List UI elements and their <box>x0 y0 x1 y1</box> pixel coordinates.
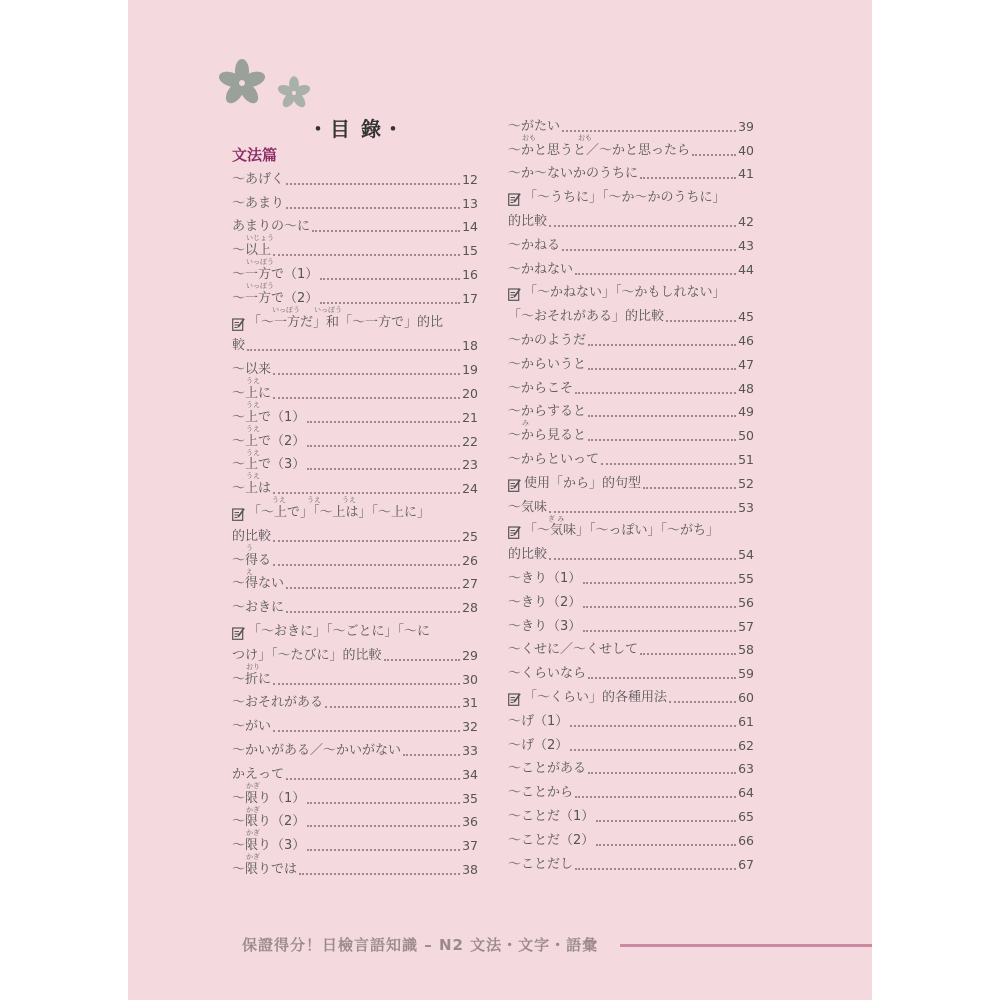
toc-compare-heading[interactable] <box>508 516 754 540</box>
toc-page-number: 29 <box>462 647 478 663</box>
dot-leader <box>666 319 736 322</box>
toc-page-number: 67 <box>738 856 754 872</box>
toc-page-number: 12 <box>462 171 478 187</box>
toc-entry-title: ～ことがある <box>508 761 587 777</box>
toc-entry[interactable] <box>508 706 754 730</box>
toc-compare-heading[interactable] <box>232 616 478 640</box>
toc-entry-title: 使用「から」的句型 <box>524 475 642 491</box>
toc-entry[interactable] <box>508 373 754 397</box>
toc-entry[interactable] <box>508 682 754 706</box>
toc-entry-title: 「～かねない」「～かもしれない」 <box>524 285 726 301</box>
toc-page-number: 30 <box>462 671 478 687</box>
book-footer: 保證得分！日檢言語知識 – N2 文法・文字・語彙 <box>242 936 599 954</box>
memo-pencil-icon <box>508 478 521 492</box>
dot-leader <box>384 658 461 661</box>
toc-entry[interactable] <box>508 611 754 635</box>
toc-entry-title: ～限りでは <box>232 861 298 877</box>
toc-entry-title: ～あまり <box>232 195 285 211</box>
dot-leader <box>601 462 736 465</box>
dot-leader <box>575 391 736 394</box>
toc-entry-title: ～げ（1） <box>508 713 569 729</box>
toc-compare-heading[interactable] <box>232 497 478 521</box>
toc-entry-title: ～ことだし <box>508 856 574 872</box>
memo-pencil-icon <box>232 317 245 331</box>
toc-page-number: 45 <box>738 309 754 325</box>
toc-page-number: 21 <box>462 409 478 425</box>
memo-pencil-icon <box>508 525 521 539</box>
toc-entry[interactable] <box>508 539 754 563</box>
toc-title: ・目 錄・ <box>308 117 405 141</box>
dot-leader <box>273 539 460 542</box>
toc-entry-title: ～かと思うと／～かと思ったら <box>508 142 691 158</box>
toc-entry-title: ～ことだ（2） <box>508 832 595 848</box>
toc-entry-title: 「～上で」「～上は」「～上に」 <box>248 504 431 520</box>
toc-entry-title: かえって <box>232 766 285 782</box>
toc-page-number: 51 <box>738 451 754 467</box>
toc-entry[interactable] <box>232 521 478 545</box>
dot-leader <box>273 491 460 494</box>
toc-entry[interactable] <box>232 450 478 474</box>
toc-page-number: 41 <box>738 166 754 182</box>
toc-page-number: 26 <box>462 552 478 568</box>
toc-entry-title: ～限り（1） <box>232 790 306 806</box>
toc-entry-title: ～以上 <box>232 243 272 259</box>
dot-leader <box>273 729 460 732</box>
dot-leader <box>325 705 460 708</box>
toc-entry-title: ～上で（3） <box>232 457 306 473</box>
dot-leader <box>286 610 460 613</box>
toc-entry-title: ～か～ないかのうちに <box>508 166 639 182</box>
toc-entry-title: ～がい <box>232 719 272 735</box>
toc-entry[interactable] <box>508 777 754 801</box>
toc-entry-title: ～上は <box>232 481 272 497</box>
toc-entry-title: ～くせに／～くせして <box>508 642 639 658</box>
dot-leader <box>273 396 460 399</box>
toc-page-number: 55 <box>738 570 754 586</box>
footer-divider <box>620 944 872 947</box>
toc-page-number: 15 <box>462 243 478 259</box>
toc-page-number: 47 <box>738 356 754 372</box>
dot-leader <box>307 848 460 851</box>
toc-entry-title: ～おそれがある <box>232 695 324 711</box>
toc-page-number: 20 <box>462 385 478 401</box>
dot-leader <box>286 206 460 209</box>
toc-entry[interactable] <box>232 235 478 259</box>
toc-entry-title: ～上で（2） <box>232 433 306 449</box>
toc-entry[interactable] <box>508 730 754 754</box>
toc-page-number: 43 <box>738 237 754 253</box>
dot-leader <box>307 467 460 470</box>
toc-entry[interactable] <box>508 658 754 682</box>
toc-entry[interactable] <box>232 331 478 355</box>
toc-entry-title: ～得る <box>232 552 272 568</box>
toc-entry-title: 「～うちに」「～か～かのうちに」 <box>524 190 726 206</box>
toc-page-number: 18 <box>462 338 478 354</box>
furigana: いじょう <box>246 234 274 243</box>
toc-entry[interactable] <box>232 212 478 236</box>
dot-leader <box>273 253 460 256</box>
toc-entry[interactable] <box>508 325 754 349</box>
toc-entry-title: 的比較 <box>508 213 548 229</box>
furigana: うえ <box>246 400 260 409</box>
toc-page-number: 50 <box>738 428 754 444</box>
dot-leader <box>692 153 736 156</box>
dot-leader <box>640 176 736 179</box>
toc-entry-title: ～折に <box>232 671 272 687</box>
toc-entry[interactable] <box>508 492 754 516</box>
toc-page-number: 38 <box>462 861 478 877</box>
toc-entry-title: 「～気味」「～っぽい」「～がち」 <box>524 523 720 539</box>
toc-right-column <box>508 111 754 873</box>
toc-entry[interactable] <box>232 378 478 402</box>
toc-page-number: 36 <box>462 814 478 830</box>
toc-entry[interactable] <box>232 735 478 759</box>
toc-page-number: 57 <box>738 618 754 634</box>
toc-page-number: 54 <box>738 547 754 563</box>
dot-leader <box>588 438 736 441</box>
toc-page-number: 19 <box>462 362 478 378</box>
dot-leader <box>643 486 736 489</box>
toc-entry-title: ～上で（1） <box>232 409 306 425</box>
toc-entry[interactable] <box>232 569 478 593</box>
dot-leader <box>403 753 460 756</box>
toc-entry-title: ～おきに <box>232 600 285 616</box>
toc-entry-title: ～限り（3） <box>232 838 306 854</box>
toc-entry[interactable] <box>232 711 478 735</box>
dot-leader <box>570 748 736 751</box>
toc-page-number: 48 <box>738 380 754 396</box>
toc-entry-title: ～がたい <box>508 118 561 134</box>
toc-entry-title: ～かねる <box>508 237 561 253</box>
toc-entry-title: ～一方で（2） <box>232 290 319 306</box>
toc-entry[interactable] <box>508 397 754 421</box>
dot-leader <box>570 724 736 727</box>
dot-leader <box>320 277 460 280</box>
dot-leader <box>286 182 460 185</box>
dot-leader <box>640 652 736 655</box>
toc-entry-title: ～から見ると <box>508 428 587 444</box>
toc-entry-title: ～気味 <box>508 499 548 515</box>
toc-page-number: 33 <box>462 742 478 758</box>
toc-page-number: 31 <box>462 695 478 711</box>
dot-leader <box>575 795 736 798</box>
toc-entry[interactable] <box>232 188 478 212</box>
toc-page-number: 32 <box>462 719 478 735</box>
dot-leader <box>549 557 736 560</box>
dot-leader <box>588 367 736 370</box>
toc-entry[interactable] <box>508 801 754 825</box>
toc-entry[interactable] <box>232 402 478 426</box>
memo-pencil-icon <box>508 192 521 206</box>
toc-entry[interactable] <box>508 206 754 230</box>
dot-leader <box>549 224 736 227</box>
toc-entry[interactable] <box>232 640 478 664</box>
toc-entry[interactable] <box>232 592 478 616</box>
toc-page-number: 37 <box>462 838 478 854</box>
dot-leader <box>562 129 736 132</box>
toc-entry-title: ～くらいなら <box>508 666 587 682</box>
toc-page-number: 42 <box>738 213 754 229</box>
toc-entry[interactable] <box>232 830 478 854</box>
toc-entry[interactable] <box>508 468 754 492</box>
dot-leader <box>588 414 736 417</box>
toc-page-number: 23 <box>462 457 478 473</box>
toc-entry[interactable] <box>508 635 754 659</box>
dot-leader <box>247 348 460 351</box>
toc-entry-title: ～きり（3） <box>508 618 582 634</box>
dot-leader <box>273 682 460 685</box>
toc-page-number: 63 <box>738 761 754 777</box>
toc-entry-title: 「～一方だ」和「～一方で」的比 <box>248 314 444 330</box>
toc-entry[interactable] <box>508 563 754 587</box>
toc-entry-title: ～ことだ（1） <box>508 808 595 824</box>
toc-entry[interactable] <box>232 545 478 569</box>
toc-entry[interactable] <box>508 349 754 373</box>
toc-entry-title: 「～くらい」的各種用法 <box>524 689 668 705</box>
toc-entry[interactable] <box>232 854 478 878</box>
memo-pencil-icon <box>508 692 521 706</box>
toc-entry-title: ～ことから <box>508 785 574 801</box>
toc-page-number: 14 <box>462 219 478 235</box>
toc-entry-title: ～かいがある／～かいがない <box>232 742 402 758</box>
toc-entry[interactable] <box>508 135 754 159</box>
toc-page-number: 46 <box>738 332 754 348</box>
toc-page-number: 27 <box>462 576 478 592</box>
furigana: おも おも <box>522 133 592 142</box>
dot-leader <box>286 777 460 780</box>
furigana: かぎ <box>246 805 260 814</box>
toc-entry-title: あまりの～に <box>232 219 311 235</box>
dot-leader <box>307 444 460 447</box>
toc-entry[interactable] <box>508 159 754 183</box>
dot-leader <box>312 229 460 232</box>
toc-page-number: 16 <box>462 266 478 282</box>
toc-entry[interactable] <box>232 473 478 497</box>
toc-entry[interactable] <box>508 754 754 778</box>
dot-leader <box>273 563 460 566</box>
section-heading: 文法篇 <box>232 146 278 164</box>
toc-page-number: 34 <box>462 766 478 782</box>
toc-entry-title: 「～おきに」「～ごとに」「～に <box>248 623 431 639</box>
toc-entry-title: 較 <box>232 338 246 354</box>
book-page <box>128 0 872 1000</box>
toc-page-number: 58 <box>738 642 754 658</box>
toc-entry-title: ～以来 <box>232 362 272 378</box>
toc-page-number: 35 <box>462 790 478 806</box>
toc-entry[interactable] <box>232 354 478 378</box>
dot-leader <box>307 801 460 804</box>
furigana: いっぽう <box>246 281 274 290</box>
toc-page-number: 22 <box>462 433 478 449</box>
toc-page-number: 61 <box>738 713 754 729</box>
toc-compare-heading[interactable] <box>508 182 754 206</box>
toc-page-number: 59 <box>738 666 754 682</box>
toc-page-number: 39 <box>738 118 754 134</box>
toc-page-number: 64 <box>738 785 754 801</box>
furigana: み <box>522 419 529 428</box>
toc-entry[interactable] <box>508 111 754 135</box>
dot-leader <box>575 867 736 870</box>
furigana: いっぽう いっぽう <box>272 305 342 314</box>
toc-entry-title: ～上に <box>232 385 272 401</box>
dot-leader <box>273 372 460 375</box>
memo-pencil-icon <box>232 507 245 521</box>
dot-leader <box>575 272 736 275</box>
dot-leader <box>669 700 736 703</box>
furigana: おり <box>246 662 260 671</box>
toc-entry[interactable] <box>232 783 478 807</box>
dot-leader <box>320 301 460 304</box>
toc-entry-title: 的比較 <box>232 528 272 544</box>
toc-entry[interactable] <box>232 664 478 688</box>
furigana: うえ うえ うえ <box>272 496 356 505</box>
toc-page-number: 49 <box>738 404 754 420</box>
dot-leader <box>562 248 736 251</box>
toc-entry-title: ～からこそ <box>508 380 574 396</box>
dot-leader <box>588 676 736 679</box>
toc-entry-title: ～からすると <box>508 404 587 420</box>
toc-page-number: 44 <box>738 261 754 277</box>
toc-entry-title: 「～おそれがある」的比較 <box>508 309 665 325</box>
toc-page-number: 24 <box>462 481 478 497</box>
toc-entry-title: ～かねない <box>508 261 574 277</box>
furigana: かぎ <box>246 781 260 790</box>
toc-page-number: 28 <box>462 600 478 616</box>
dot-leader <box>286 586 460 589</box>
toc-entry[interactable] <box>232 426 478 450</box>
toc-entry[interactable] <box>232 164 478 188</box>
dot-leader <box>583 581 736 584</box>
toc-compare-heading[interactable] <box>232 307 478 331</box>
toc-entry[interactable] <box>508 587 754 611</box>
furigana: うえ <box>246 472 260 481</box>
toc-entry-title: ～あげく <box>232 171 285 187</box>
furigana: うえ <box>246 448 260 457</box>
toc-page-number: 13 <box>462 195 478 211</box>
memo-pencil-icon <box>232 626 245 640</box>
toc-page-number: 40 <box>738 142 754 158</box>
toc-entry-title: ～一方で（1） <box>232 266 319 282</box>
dot-leader <box>299 872 460 875</box>
sakura-flower-icon <box>216 58 326 114</box>
toc-page-number: 60 <box>738 689 754 705</box>
toc-page-number: 17 <box>462 290 478 306</box>
toc-left-column <box>232 164 478 878</box>
toc-entry-title: ～かのようだ <box>508 332 587 348</box>
furigana: ぎ み <box>548 514 565 523</box>
toc-entry[interactable] <box>508 254 754 278</box>
dot-leader <box>588 343 736 346</box>
dot-leader <box>596 819 736 822</box>
furigana: え <box>246 567 253 576</box>
toc-page-number: 62 <box>738 737 754 753</box>
dot-leader <box>549 510 736 513</box>
toc-entry-title: ～限り（2） <box>232 814 306 830</box>
toc-entry[interactable] <box>232 759 478 783</box>
toc-entry[interactable] <box>232 688 478 712</box>
toc-entry[interactable] <box>232 283 478 307</box>
toc-page-number: 66 <box>738 832 754 848</box>
toc-entry[interactable] <box>508 444 754 468</box>
toc-entry-title: ～げ（2） <box>508 737 569 753</box>
toc-entry[interactable] <box>508 849 754 873</box>
dot-leader <box>583 605 736 608</box>
toc-page-number: 53 <box>738 499 754 515</box>
toc-entry[interactable] <box>508 420 754 444</box>
furigana: う <box>246 543 253 552</box>
dot-leader <box>583 629 736 632</box>
dot-leader <box>588 771 736 774</box>
furigana: いっぽう <box>246 258 274 267</box>
dot-leader <box>596 843 736 846</box>
furigana: うえ <box>246 377 260 386</box>
toc-entry-title: ～からいうと <box>508 356 587 372</box>
toc-entry[interactable] <box>508 230 754 254</box>
toc-entry[interactable] <box>508 301 754 325</box>
toc-page-number: 56 <box>738 594 754 610</box>
furigana: かぎ <box>246 829 260 838</box>
toc-entry[interactable] <box>508 825 754 849</box>
toc-entry-title: ～きり（1） <box>508 570 582 586</box>
toc-entry-title: ～得ない <box>232 576 285 592</box>
toc-page-number: 52 <box>738 475 754 491</box>
toc-entry[interactable] <box>232 259 478 283</box>
memo-pencil-icon <box>508 287 521 301</box>
toc-page-number: 65 <box>738 808 754 824</box>
toc-page-number: 25 <box>462 528 478 544</box>
toc-entry-title: つけ」「～たびに」的比較 <box>232 647 382 663</box>
toc-entry-title: ～からといって <box>508 451 600 467</box>
toc-compare-heading[interactable] <box>508 278 754 302</box>
toc-entry[interactable] <box>232 807 478 831</box>
toc-entry-title: ～きり（2） <box>508 594 582 610</box>
dot-leader <box>307 420 460 423</box>
toc-entry-title: 的比較 <box>508 547 548 563</box>
furigana: うえ <box>246 424 260 433</box>
dot-leader <box>307 824 460 827</box>
furigana: かぎ <box>246 853 260 862</box>
